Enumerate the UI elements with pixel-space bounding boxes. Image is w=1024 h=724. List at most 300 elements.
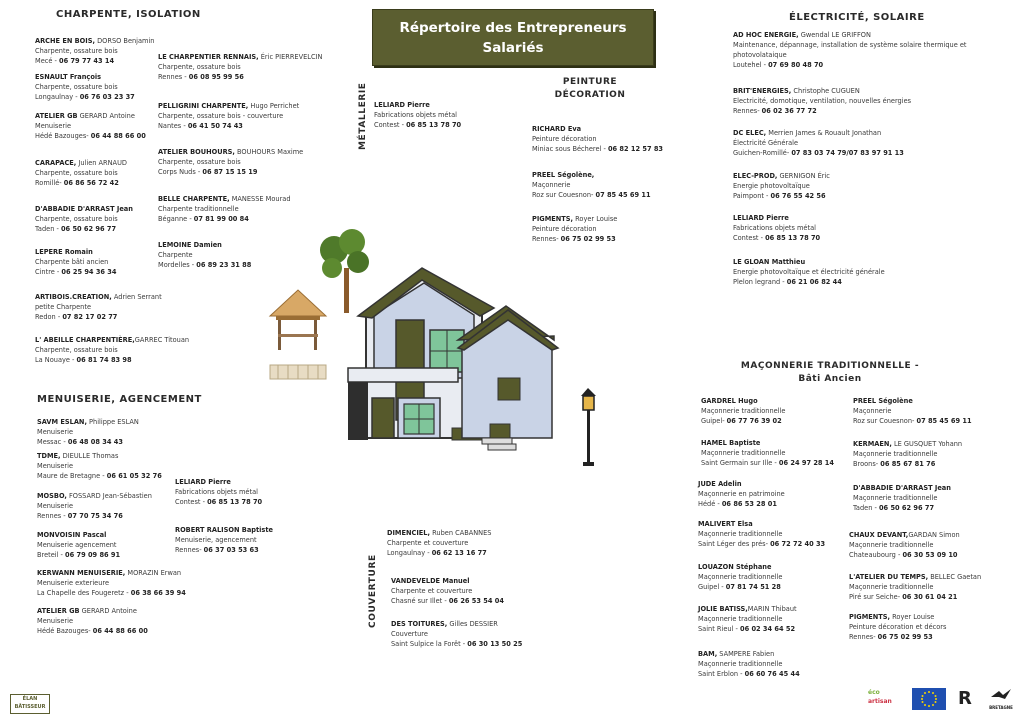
- entry-activity: Fabrications objets métal: [374, 111, 457, 119]
- region-label: BRETAGNE: [989, 705, 1013, 710]
- entry-company: GARDREL Hugo: [701, 397, 758, 405]
- entry-name: [532, 170, 651, 180]
- entry-company: PIGMENTS,: [532, 215, 574, 223]
- entry-phone: 06 62 13 16 77: [431, 549, 487, 557]
- eco-artisan-logo: [868, 688, 904, 710]
- entry-activity: Electricité, domotique, ventilation, nouvelles énergies: [733, 97, 912, 105]
- entry-city: Romillé-: [35, 179, 64, 187]
- entry-city: Saint Erblon -: [698, 670, 745, 678]
- entry-city: Saint Sulpice la Forêt -: [391, 640, 468, 648]
- entry-phone: 06 24 97 28 14: [778, 459, 834, 467]
- elan-logo-line-1: ÉLAN: [22, 696, 38, 702]
- entry-mn6: [37, 606, 148, 636]
- entry-company: MONVOISIN Pascal: [37, 531, 107, 539]
- entry-company: SAVM ESLAN,: [37, 418, 87, 426]
- entry-name: [849, 572, 981, 582]
- entry-activity: Maçonnerie traditionnelle: [698, 573, 783, 581]
- entry-name: [532, 124, 663, 134]
- entry-city: Hédé -: [698, 500, 722, 508]
- entry-ma5: [698, 562, 782, 592]
- entry-company: LELIARD Pierre: [374, 101, 430, 109]
- entry-location-line: [37, 437, 139, 447]
- eco-label: éco: [868, 689, 880, 696]
- entry-city: Rennes -: [158, 73, 189, 81]
- entry-ch11: [158, 147, 303, 177]
- entry-activity: Charpente et couverture: [391, 587, 473, 595]
- entry-location-line: [853, 459, 962, 469]
- entry-name: [733, 30, 967, 40]
- entry-activity: Menuiserie: [37, 462, 74, 470]
- house-illustration: [262, 228, 602, 478]
- entry-company: ATELIER BOUHOURS,: [158, 148, 235, 156]
- entry-company: D'ABBADIE D'ARRAST Jean: [853, 484, 951, 492]
- entry-location-line: [733, 60, 967, 70]
- entry-company: BAM,: [698, 650, 718, 658]
- eu-flag-icon: [912, 688, 946, 710]
- entry-phone: 06 87 15 15 19: [202, 168, 258, 176]
- entry-location-line: [35, 131, 146, 141]
- entry-ma4: [698, 519, 825, 549]
- entry-activity: Menuiserie exterieure: [37, 579, 110, 587]
- entry-ch8: [35, 335, 189, 365]
- section-peinture-line-1: PEINTURE: [562, 77, 618, 87]
- entry-ch1: [35, 36, 154, 66]
- entry-activity: Maçonnerie traditionnelle: [698, 615, 783, 623]
- lamp-icon: [581, 388, 596, 466]
- entry-company: LOUAZON Stéphane: [698, 563, 772, 571]
- entry-city: Roz sur Couesnon-: [532, 191, 596, 199]
- entry-city: Maure de Bretagne -: [37, 472, 107, 480]
- entry-phone: 06 86 56 72 42: [63, 179, 119, 187]
- entry-city: Contest -: [374, 121, 407, 129]
- entry-phone: 06 85 13 78 70: [765, 234, 821, 242]
- entry-ch5: [35, 204, 133, 234]
- entry-location-line: [158, 167, 303, 177]
- entry-company: ARTIBOIS.CREATION,: [35, 293, 112, 301]
- entry-city: Mecé -: [35, 57, 59, 65]
- entry-person: LE GUSQUET Yohann: [891, 440, 963, 448]
- entry-phone: 06 30 61 04 21: [902, 593, 958, 601]
- entry-name: [35, 204, 133, 214]
- entry-location-line: [849, 550, 960, 560]
- entry-activity: Energie photovoltaïque: [733, 182, 810, 190]
- entry-phone: 06 50 62 96 77: [878, 504, 935, 512]
- entry-person: Royer Louise: [890, 613, 935, 621]
- entry-ch2: [35, 72, 135, 102]
- entry-company: LELIARD Pierre: [175, 478, 231, 486]
- entry-name: [853, 483, 951, 493]
- entry-el5: [733, 213, 820, 243]
- bretagne-bird-icon: [991, 689, 1011, 701]
- entry-phone: 06 77 76 39 02: [726, 417, 782, 425]
- entry-location-line: [37, 511, 152, 521]
- entry-company: KERMAEN,: [853, 440, 892, 448]
- entry-el6: [733, 257, 885, 287]
- entry-location-line: [175, 545, 273, 555]
- entry-city: Piré sur Seiche-: [849, 593, 903, 601]
- entry-activity: Peinture décoration: [532, 135, 597, 143]
- entry-company: RICHARD Eva: [532, 125, 582, 133]
- entry-phone: 06 41 50 74 43: [187, 122, 243, 130]
- entry-pe2: [532, 170, 651, 200]
- entry-activity: Menuiserie: [37, 617, 74, 625]
- entry-el3: [733, 128, 904, 158]
- entry-city: Guipel -: [698, 583, 726, 591]
- entry-activity: Fabrications objets métal: [733, 224, 816, 232]
- entry-location-line: [698, 582, 782, 592]
- entry-company: L' ABEILLE CHARPENTIÈRE,: [35, 336, 135, 344]
- tree-icon: [320, 229, 369, 313]
- entry-name: [35, 36, 154, 46]
- entry-el2: [733, 86, 911, 116]
- entry-company: D'ABBADIE D'ARRAST Jean: [35, 205, 133, 213]
- entry-location-line: [733, 277, 885, 287]
- entry-activity: Charpente, ossature bois: [35, 169, 118, 177]
- entry-city: Hédé Bazouges-: [37, 627, 93, 635]
- entry-activity: Maintenance, dépannage, installation de système solaire thermique et: [733, 41, 967, 49]
- entry-phone: 06 85 13 78 70: [406, 121, 462, 129]
- entry-mn4: [37, 530, 120, 560]
- entry-phone: 06 30 13 50 25: [467, 640, 523, 648]
- entry-location-line: [701, 416, 785, 426]
- entry-location-line: [849, 592, 981, 602]
- entry-co3: [391, 619, 522, 649]
- entry-company: VANDEVELDE Manuel: [391, 577, 470, 585]
- entry-city: Taden -: [35, 225, 61, 233]
- entry-company: JUDE Adelin: [698, 480, 742, 488]
- entry-name: [701, 396, 785, 406]
- entry-person: BELLEC Gaetan: [928, 573, 982, 581]
- entry-ma7: [698, 649, 800, 679]
- entry-activity: Menuiserie: [37, 502, 74, 510]
- entry-mn3: [37, 491, 152, 521]
- entry-person: MANESSE Mourad: [229, 195, 291, 203]
- entry-phone: 07 83 03 74 79/07 83 97 91 13: [791, 149, 904, 157]
- entry-el1: [733, 30, 967, 70]
- entry-location-line: [35, 355, 189, 365]
- entry-city: Messac -: [37, 438, 68, 446]
- entry-phone: 07 81 99 00 84: [193, 215, 249, 223]
- entry-activity: Maçonnerie: [532, 181, 571, 189]
- entry-city: Miniac sous Bécherel -: [532, 145, 608, 153]
- entry-city: Contest -: [733, 234, 766, 242]
- entry-ch3: [35, 111, 146, 141]
- entry-name: [37, 417, 139, 427]
- entry-city: Chasné sur Illet -: [391, 597, 449, 605]
- page-title: [372, 9, 654, 66]
- entry-person: DIEULLE Thomas: [60, 452, 119, 460]
- entry-activity: Maçonnerie traditionnelle: [849, 541, 934, 549]
- entry-ma8: [853, 396, 972, 426]
- artisan-label: artisan: [868, 698, 892, 705]
- entry-person: MARIN Thibaut: [747, 605, 797, 613]
- section-metallerie: MÉTALLERIE: [358, 82, 368, 150]
- entry-phone: 06 02 36 77 72: [761, 107, 817, 115]
- entry-phone: 06 86 53 28 01: [721, 500, 777, 508]
- entry-name: [37, 568, 186, 578]
- entry-company: CARAPACE,: [35, 159, 77, 167]
- entry-co1: [387, 528, 491, 558]
- entry-activity: Charpente, ossature bois: [35, 215, 118, 223]
- entry-phone: 06 21 06 82 44: [786, 278, 842, 286]
- entry-ma6: [698, 604, 797, 634]
- entry-city: Hédé Bazouges-: [35, 132, 91, 140]
- entry-activity: Fabrications objets métal: [175, 488, 258, 496]
- entry-ch4: [35, 158, 127, 188]
- entry-phone: 06 72 72 40 33: [770, 540, 826, 548]
- entry-name: [37, 451, 162, 461]
- entry-company: PELLIGRINI CHARPENTE,: [158, 102, 249, 110]
- entry-phone: 06 02 34 64 52: [739, 625, 796, 633]
- entry-ma13: [849, 612, 946, 642]
- entry-company: ROBERT RALISON Baptiste: [175, 526, 273, 534]
- entry-location-line: [158, 72, 322, 82]
- entry-city: Mordelles -: [158, 261, 197, 269]
- entry-city: Breteil -: [37, 551, 66, 559]
- entry-city: Saint Rieul -: [698, 625, 740, 633]
- entry-location-line: [37, 626, 148, 636]
- entry-name: [158, 147, 303, 157]
- entry-city: Rennes -: [37, 512, 68, 520]
- entry-activity: Charpente, ossature bois: [158, 63, 241, 71]
- entry-location-line: [853, 503, 951, 513]
- entry-person: Éric PIERREVELCIN: [258, 53, 323, 61]
- entry-activity: Menuiserie: [37, 428, 74, 436]
- entry-co2: [391, 576, 504, 606]
- entry-el4: [733, 171, 830, 201]
- entry-pe1: [532, 124, 663, 154]
- entry-activity: Maçonnerie traditionnelle: [853, 494, 938, 502]
- entry-activity: Menuiserie agencement: [37, 541, 117, 549]
- entry-city: Longaulnay -: [35, 93, 80, 101]
- entry-company: DIMENCIEL,: [387, 529, 431, 537]
- entry-person: FOSSARD Jean-Sébastien: [66, 492, 152, 500]
- entry-person: Ruben CABANNES: [430, 529, 492, 537]
- entry-mn7: [175, 477, 262, 507]
- entry-phone: 06 85 67 81 76: [880, 460, 936, 468]
- entry-location-line: [698, 669, 800, 679]
- entry-phone: 06 79 09 86 91: [65, 551, 121, 559]
- section-charpente: CHARPENTE, ISOLATION: [56, 9, 201, 20]
- entry-phone: 06 25 94 36 34: [61, 268, 117, 276]
- entry-city: Corps Nuds -: [158, 168, 203, 176]
- entry-location-line: [35, 267, 116, 277]
- entry-city: Rennes-: [175, 546, 204, 554]
- entry-phone: 07 69 80 48 70: [768, 61, 824, 69]
- entry-name: [733, 213, 820, 223]
- entry-phone: 06 82 12 57 83: [607, 145, 664, 153]
- entry-location-line: [733, 233, 820, 243]
- entry-name: [35, 72, 135, 82]
- entry-phone: 06 44 88 66 00: [90, 132, 146, 140]
- entry-activity: Charpente bâti ancien: [35, 258, 109, 266]
- entry-location-line: [733, 191, 830, 201]
- entry-location-line: [35, 56, 154, 66]
- entry-location-line: [158, 121, 299, 131]
- entry-name: [698, 604, 797, 614]
- entry-name: [35, 292, 162, 302]
- entry-location-line: [35, 312, 162, 322]
- entry-ma2: [701, 438, 834, 468]
- section-couverture: COUVERTURE: [368, 554, 378, 628]
- entry-name: [733, 171, 830, 181]
- entry-phone: 06 76 03 23 37: [79, 93, 135, 101]
- entry-city: Paimpont -: [733, 192, 771, 200]
- entry-activity: Maçonnerie en patrimoine: [698, 490, 785, 498]
- entry-location-line: [733, 106, 911, 116]
- entry-company: TDME,: [37, 452, 61, 460]
- entry-city: Guipel-: [701, 417, 727, 425]
- entry-me1: [374, 100, 461, 130]
- entry-phone: 06 26 53 54 04: [448, 597, 504, 605]
- entry-person: Christophe CUGUEN: [791, 87, 860, 95]
- entry-activity: Maçonnerie: [853, 407, 892, 415]
- entry-person: GERARD Antoine: [79, 607, 137, 615]
- entry-phone: 07 81 74 51 28: [725, 583, 781, 591]
- entry-city: La Nouaye -: [35, 356, 77, 364]
- entry-name: [175, 477, 262, 487]
- entry-company: HAMEL Baptiste: [701, 439, 761, 447]
- entry-city: La Chapelle des Fougeretz -: [37, 589, 131, 597]
- entry-location-line: [158, 260, 251, 270]
- title-line-1: Répertoire des Entrepreneurs: [399, 20, 627, 36]
- entry-name: [175, 525, 273, 535]
- entry-phone: 06 38 66 39 94: [130, 589, 186, 597]
- entry-phone: 06 50 62 96 77: [60, 225, 117, 233]
- entry-name: [532, 214, 617, 224]
- entry-location-line: [387, 548, 491, 558]
- entry-location-line: [37, 550, 120, 560]
- entry-name: [35, 335, 189, 345]
- entry-activity: Menuiserie, agencement: [175, 536, 257, 544]
- entry-city: Cintre -: [35, 268, 62, 276]
- entry-city: Roz sur Couesnon-: [853, 417, 917, 425]
- entry-name: [391, 576, 504, 586]
- entry-activity: Couverture: [391, 630, 428, 638]
- entry-activity: Charpente, ossature bois: [158, 158, 241, 166]
- entry-phone: 06 75 02 99 53: [560, 235, 616, 243]
- entry-city: Rennes-: [532, 235, 561, 243]
- entry-activity: Charpente, ossature bois - couverture: [158, 112, 284, 120]
- entry-person: GERNIGON Éric: [777, 172, 830, 180]
- entry-person: Gilles DESSIER: [447, 620, 498, 628]
- entry-company: PIGMENTS,: [849, 613, 891, 621]
- entry-phone: 07 85 45 69 11: [595, 191, 651, 199]
- entry-location-line: [37, 588, 186, 598]
- section-peinture: [540, 76, 640, 102]
- entry-name: [733, 86, 911, 96]
- entry-name: [853, 396, 972, 406]
- entry-activity: Peinture décoration et décors: [849, 623, 947, 631]
- entry-name: [37, 491, 152, 501]
- entry-company: AD HOC ENERGIE,: [733, 31, 799, 39]
- entry-company: LEPERE Romain: [35, 248, 93, 256]
- entry-person: Merrien James & Rouault Jonathan: [766, 129, 882, 137]
- entry-company: LELIARD Pierre: [733, 214, 789, 222]
- section-maconnerie: [720, 360, 940, 386]
- section-peinture-line-2: DÉCORATION: [554, 90, 626, 100]
- entry-mn2: [37, 451, 162, 481]
- entry-mn8: [175, 525, 273, 555]
- entry-location-line: [532, 144, 663, 154]
- entry-activity: Électricité Générale: [733, 139, 799, 147]
- entry-ma10: [853, 483, 951, 513]
- entry-name: [158, 101, 299, 111]
- entry-phone: 06 79 77 43 14: [59, 57, 115, 65]
- entry-activity: Charpente: [158, 251, 193, 259]
- entry-person: GARREC Titouan: [134, 336, 190, 344]
- entry-name: [35, 247, 116, 257]
- entry-phone: 07 82 17 02 77: [62, 313, 118, 321]
- entry-name: [158, 194, 291, 204]
- entry-city: Taden -: [853, 504, 879, 512]
- entry-company: DC ELEC,: [733, 129, 767, 137]
- entry-company: ATELIER GB: [35, 112, 78, 120]
- entry-person: Philippe ESLAN: [86, 418, 139, 426]
- entry-name: [698, 562, 782, 572]
- entry-phone: 06 48 08 34 43: [67, 438, 123, 446]
- entry-ch7: [35, 292, 162, 322]
- entry-activity: Charpente traditionnelle: [158, 205, 239, 213]
- entry-person: SAMPERE Fabien: [717, 650, 775, 658]
- entry-phone: 06 76 55 42 56: [770, 192, 826, 200]
- entry-city: Longaulnay -: [387, 549, 432, 557]
- entry-city: Contest -: [175, 498, 208, 506]
- entry-activity: Maçonnerie traditionnelle: [698, 660, 783, 668]
- entry-activity: Maçonnerie traditionnelle: [698, 530, 783, 538]
- entry-city: Loutehel -: [733, 61, 769, 69]
- entry-name: [733, 128, 904, 138]
- entry-company: ELEC-PROD,: [733, 172, 778, 180]
- entry-name: [158, 52, 322, 62]
- entry-company: ARCHE EN BOIS,: [35, 37, 95, 45]
- entry-city: Nantes -: [158, 122, 188, 130]
- entry-person: Julien ARNAUD: [76, 159, 127, 167]
- entry-ch9: [158, 52, 322, 82]
- entry-activity: Maçonnerie traditionnelle: [701, 449, 786, 457]
- entry-location-line: [35, 224, 133, 234]
- entry-location-line: [733, 148, 904, 158]
- entry-company: PREEL Ségolène: [853, 397, 913, 405]
- entry-person: Hugo Perrichet: [248, 102, 300, 110]
- entry-city: Béganne -: [158, 215, 194, 223]
- entry-company: ATELIER GB: [37, 607, 80, 615]
- gazebo-icon: [270, 290, 326, 350]
- entry-location-line: [37, 471, 162, 481]
- entry-name: [733, 257, 885, 267]
- title-line-2: Salariés: [482, 40, 544, 56]
- entry-location-line: [35, 178, 127, 188]
- entry-name: [849, 612, 946, 622]
- entry-activity: Maçonnerie traditionnelle: [849, 583, 934, 591]
- entry-phone: 06 44 88 66 00: [92, 627, 148, 635]
- entry-name: [853, 439, 962, 449]
- entry-company: DES TOITURES,: [391, 620, 448, 628]
- entry-city: Saint Germain sur Ille -: [701, 459, 779, 467]
- entry-name: [37, 606, 148, 616]
- entry-location-line: [532, 190, 651, 200]
- entry-location-line: [374, 120, 461, 130]
- entry-activity: Menuiserie: [35, 122, 72, 130]
- entry-ma11: [849, 530, 960, 560]
- entry-company: LE CHARPENTIER RENNAIS,: [158, 53, 259, 61]
- entry-city: Rennes-: [849, 633, 878, 641]
- entry-activity: Charpente et couverture: [387, 539, 469, 547]
- entry-name: [698, 649, 800, 659]
- entry-phone: 06 81 74 83 98: [76, 356, 132, 364]
- entry-person: BOUHOURS Maxime: [234, 148, 304, 156]
- entry-location-line: [698, 499, 785, 509]
